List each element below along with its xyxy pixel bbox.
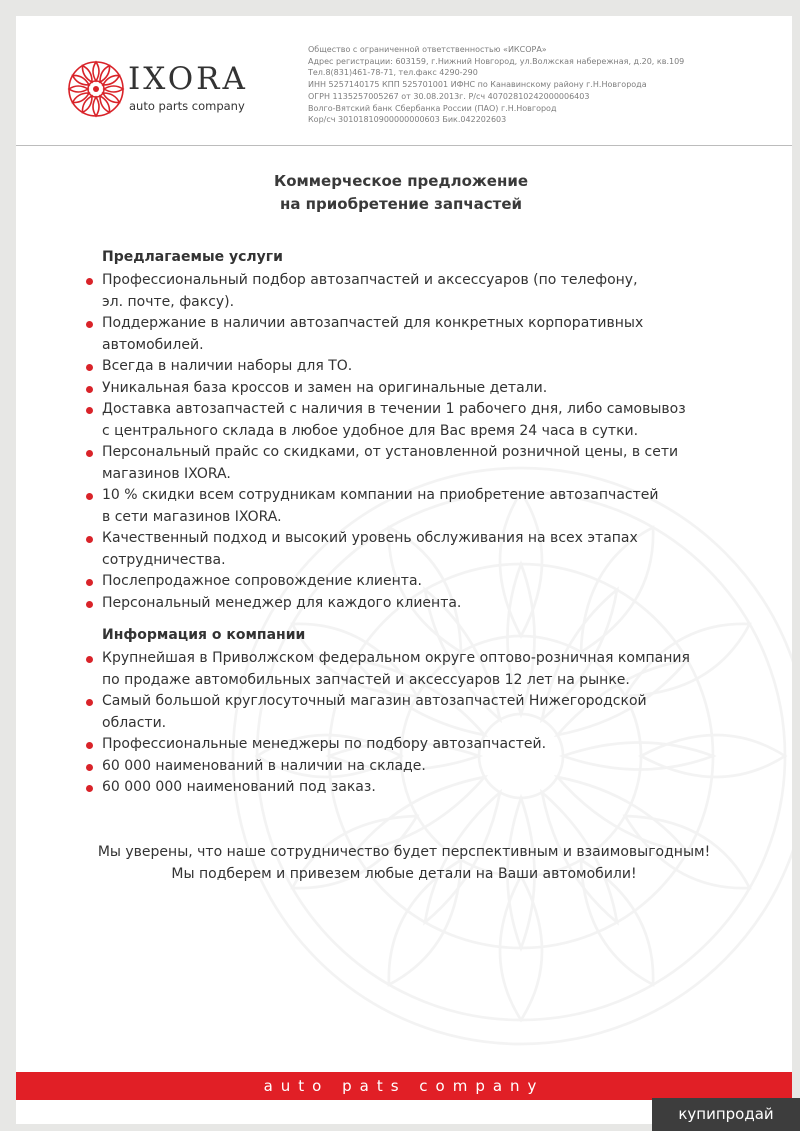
bullet-icon [86,321,93,328]
document-title [16,170,786,216]
bullet-icon [86,579,93,586]
requisite-line: ИНН 5257140175 КПП 525701001 ИФНС по Канавинскому району г.Н.Новгорода [308,80,647,90]
list-item: Профессиональный подбор автозапчастей и аксессуаров (по телефону, эл. почте, факсу). [76,270,736,313]
bullet-icon [86,278,93,285]
requisite-line: ОГРН 1135257005267 от 30.08.2013г. Р/сч 40702810242000006403 [308,91,590,101]
list-item: Крупнейшая в Приволжском федеральном округе оптово-розничная компания по продаже автомобильных запчастей и аксессуаров 12 лет на рынке. [76,648,736,691]
offer-body [76,247,736,799]
list-item: Послепродажное сопровождение клиента. [76,571,736,593]
bullet-icon [86,742,93,749]
list-item: Качественный подход и высокий уровень обслуживания на всех этапах сотрудничества. [76,528,736,571]
bullet-icon [86,601,93,608]
title-line: на приобретение запчастей [279,195,523,213]
header-divider [16,145,792,146]
requisite-line: Кор/сч 30101810900000000603 Бик.042202603 [308,115,507,125]
company-logo [66,59,266,129]
logo-subtitle: auto parts company [129,99,245,113]
logo-name: IXORA [128,61,248,97]
letterhead-sheet [16,16,792,1124]
list-item: Профессиональные менеджеры по подбору автозапчастей. [76,734,736,756]
requisite-line: Тел.8(831)461-78-71, тел.факс 4290-290 [308,68,478,78]
list-item: Самый большой круглосуточный магазин автозапчастей Нижегородской области. [76,691,736,734]
section-heading-company-info: Информация о компании [102,627,306,643]
requisite-line: Волго-Вятский банк Сбербанка России (ПАО) г.Н.Новгород [308,103,557,113]
bullet-icon [86,656,93,663]
list-item: Персональный менеджер для каждого клиента. [76,593,736,615]
company-requisites [308,44,778,126]
mandala-star-icon [66,59,126,119]
list-item: Уникальная база кроссов и замен на оригинальные детали. [76,378,736,400]
list-item: 60 000 000 наименований под заказ. [76,777,736,799]
closing-statement [16,841,792,885]
bullet-icon [86,536,93,543]
services-list [76,270,736,614]
bullet-icon [86,364,93,371]
title-line: Коммерческое предложение [273,172,529,190]
list-item: 60 000 наименований в наличии на складе. [76,756,736,778]
list-item: Персональный прайс со скидками, от установленной розничной цены, в сети магазинов IXORA. [76,442,736,485]
list-item: Всегда в наличии наборы для ТО. [76,356,736,378]
bullet-icon [86,386,93,393]
bullet-icon [86,450,93,457]
bullet-icon [86,493,93,500]
source-watermark-stamp: купипродай [652,1098,800,1131]
bullet-icon [86,764,93,771]
requisite-line: Общество с ограниченной ответственностью «ИКСОРА» [308,45,547,54]
list-item: Поддержание в наличии автозапчастей для конкретных корпоративных автомобилей. [76,313,736,356]
company-info-list [76,648,736,799]
footer-text: auto pats company [263,1077,545,1095]
bullet-icon [86,407,93,414]
requisite-line: Адрес регистрации: 603159, г.Нижний Новгород, ул.Волжская набережная, д.20, кв.109 [308,56,685,66]
list-item: 10 % скидки всем сотрудникам компании на приобретение автозапчастей в сети магазинов IXORA. [76,485,736,528]
footer-band [16,1072,792,1100]
list-item: Доставка автозапчастей с наличия в течении 1 рабочего дня, либо самовывоз с центрального склада в любое удобное для Вас время 24 часа в сутки. [76,399,736,442]
closing-line: Мы уверены, что наше сотрудничество будет перспективным и взаимовыгодным! [97,844,711,860]
closing-line: Мы подберем и привезем любые детали на Ваши автомобили! [171,866,637,882]
bullet-icon [86,699,93,706]
bullet-icon [86,785,93,792]
section-heading-services: Предлагаемые услуги [102,249,283,265]
